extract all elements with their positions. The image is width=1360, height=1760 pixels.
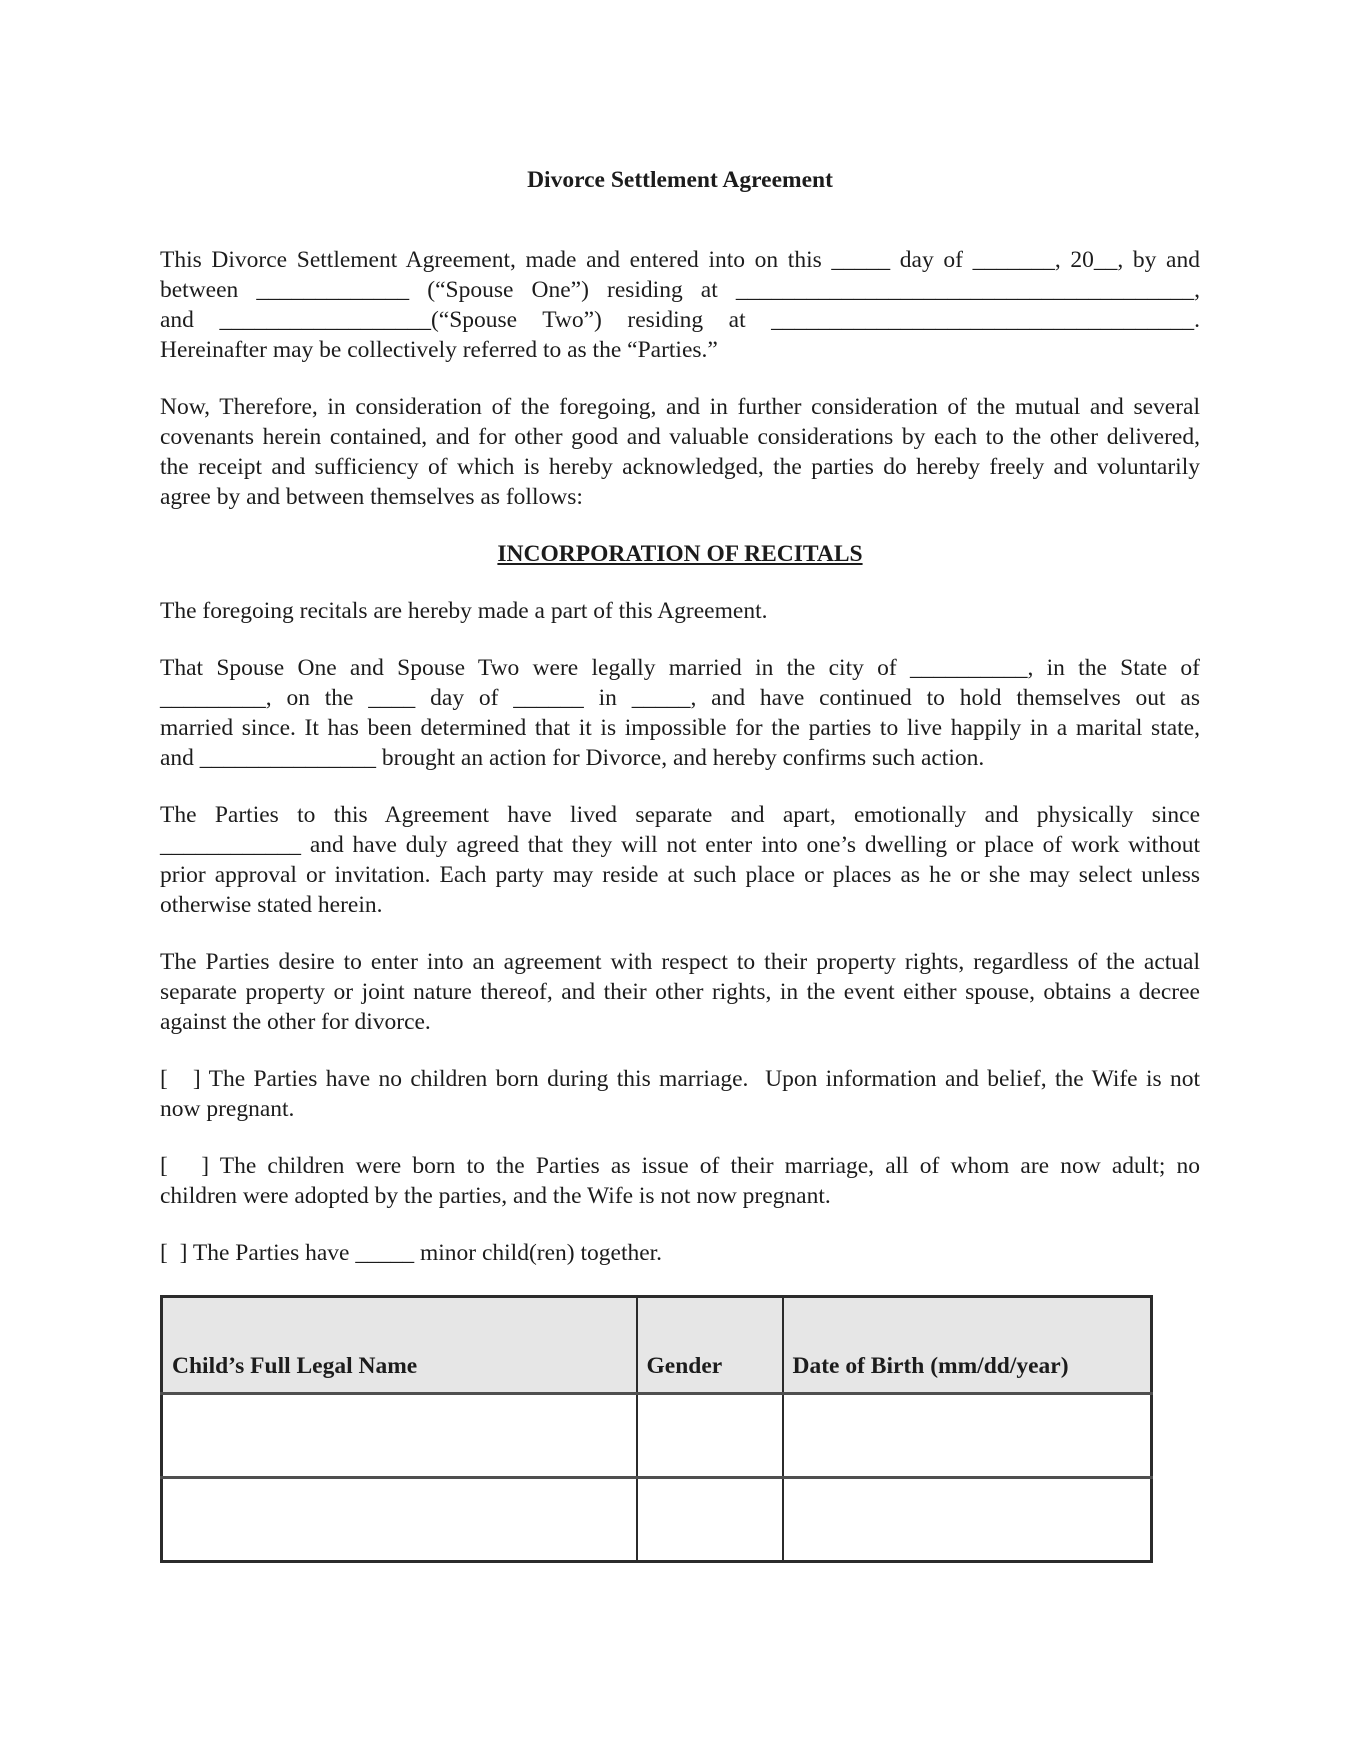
paragraph-line: This Divorce Settlement Agreement, made and entered into on this _____ day of _______, 20__, by and	[160, 247, 1200, 273]
checkbox-option-line: [ ] The Parties have no children born during this marriage. Upon information and belief, the Wife is not	[160, 1066, 1200, 1092]
paragraph-line: The foregoing recitals are hereby made a part of this Agreement.	[160, 598, 768, 624]
checkbox-option-minor-children	[160, 1238, 1200, 1268]
checkbox-option-no-children	[160, 1064, 1200, 1124]
table-cell-gender[interactable]	[637, 1478, 783, 1562]
paragraph-line: The Parties desire to enter into an agreement with respect to their property rights, regardless of the actual	[160, 949, 1200, 975]
paragraph-line: between _____________ (“Spouse One”) residing at _______________________________________,	[160, 277, 1200, 303]
checkbox-option-line: [ ] The Parties have _____ minor child(ren) together.	[160, 1240, 663, 1266]
paragraph-line: the receipt and sufficiency of which is hereby acknowledged, the parties do hereby freely and voluntarily	[160, 454, 1200, 480]
document-title: Divorce Settlement Agreement	[527, 167, 833, 193]
children-table	[160, 1295, 1153, 1563]
paragraph-line: agree by and between themselves as follows:	[160, 484, 583, 510]
paragraph-line: Now, Therefore, in consideration of the foregoing, and in further consideration of the mutual and several	[160, 394, 1200, 420]
checkbox-option-line: now pregnant.	[160, 1096, 295, 1122]
checkbox-option-line: children were adopted by the parties, and the Wife is not now pregnant.	[160, 1183, 831, 1209]
table-row	[162, 1478, 1152, 1562]
table-cell-child-name[interactable]	[162, 1478, 637, 1562]
paragraph-line: That Spouse One and Spouse Two were legally married in the city of __________, in the State of	[160, 655, 1200, 681]
paragraph-line: otherwise stated herein.	[160, 892, 383, 918]
section-heading-incorporation-of-recitals: INCORPORATION OF RECITALS	[497, 541, 863, 567]
paragraph-line: against the other for divorce.	[160, 1009, 431, 1035]
table-row	[162, 1394, 1152, 1478]
table-cell-date-of-birth[interactable]	[783, 1394, 1152, 1478]
paragraph-line: prior approval or invitation. Each party may reside at such place or places as he or she may select unless	[160, 862, 1200, 888]
now-therefore-paragraph	[160, 392, 1200, 512]
checkbox-option-line: [ ] The children were born to the Parties as issue of their marriage, all of whom are now adult; no	[160, 1153, 1200, 1179]
paragraph-line: covenants herein contained, and for other good and valuable considerations by each to the other delivered,	[160, 424, 1200, 450]
table-header-gender: Gender	[637, 1297, 783, 1394]
checkbox-option-adult-children	[160, 1151, 1200, 1211]
paragraph-line: separate property or joint nature thereof, and their other rights, in the event either spouse, obtains a decree	[160, 979, 1200, 1005]
paragraph-line: Hereinafter may be collectively referred to as the “Parties.”	[160, 337, 718, 363]
paragraph-line: and _______________ brought an action for Divorce, and hereby confirms such action.	[160, 745, 985, 771]
marriage-recital-paragraph	[160, 653, 1200, 773]
recitals-intro-paragraph	[160, 596, 1200, 626]
table-cell-child-name[interactable]	[162, 1394, 637, 1478]
table-cell-gender[interactable]	[637, 1394, 783, 1478]
separation-paragraph	[160, 800, 1200, 920]
paragraph-line: and __________________(“Spouse Two”) residing at ____________________________________.	[160, 307, 1200, 333]
table-cell-date-of-birth[interactable]	[783, 1478, 1152, 1562]
table-header-date-of-birth: Date of Birth (mm/dd/year)	[783, 1297, 1152, 1394]
paragraph-line: _________, on the ____ day of ______ in _____, and have continued to hold themselves out as	[160, 685, 1200, 711]
paragraph-line: married since. It has been determined that it is impossible for the parties to live happily in a marital state,	[160, 715, 1200, 741]
table-header-child-name: Child’s Full Legal Name	[162, 1297, 637, 1394]
paragraph-line: The Parties to this Agreement have lived separate and apart, emotionally and physically since	[160, 802, 1200, 828]
intro-paragraph	[160, 245, 1200, 365]
property-rights-paragraph	[160, 947, 1200, 1037]
paragraph-line: ____________ and have duly agreed that they will not enter into one’s dwelling or place of work without	[160, 832, 1200, 858]
children-table-header-row	[162, 1297, 1152, 1394]
